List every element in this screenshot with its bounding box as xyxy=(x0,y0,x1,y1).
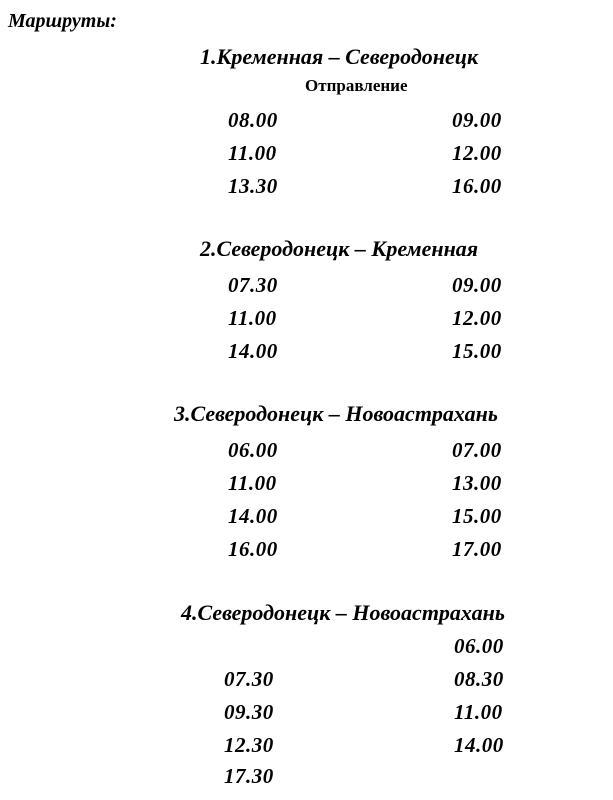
departure-time: 13.00 xyxy=(452,471,502,495)
route-title: 1.Кременная – Северодонецк xyxy=(200,44,479,69)
departure-time: 11.00 xyxy=(228,471,277,495)
departure-time: 06.00 xyxy=(228,438,278,462)
departure-time: 11.00 xyxy=(454,700,503,724)
departure-time: 14.00 xyxy=(228,504,278,528)
departure-time: 12.00 xyxy=(452,306,502,330)
departure-time: 07.30 xyxy=(228,273,278,297)
route-title: 3.Северодонецк – Новоастрахань xyxy=(174,401,498,426)
departure-time: 14.00 xyxy=(454,733,504,757)
departure-time: 09.30 xyxy=(224,700,274,724)
route-title: 2.Северодонецк – Кременная xyxy=(200,236,479,261)
departure-time: 12.30 xyxy=(224,733,274,757)
departure-time: 13.30 xyxy=(228,174,278,198)
departure-time: 07.00 xyxy=(452,438,502,462)
departure-time: 16.00 xyxy=(452,174,502,198)
departure-time: 15.00 xyxy=(452,339,502,363)
departure-time: 16.00 xyxy=(228,537,278,561)
departure-time: 11.00 xyxy=(228,306,277,330)
departure-time: 09.00 xyxy=(452,273,502,297)
departure-label: Отправление xyxy=(305,76,408,95)
departure-time: 11.00 xyxy=(228,141,277,165)
route-title: 4.Северодонецк – Новоастрахань xyxy=(181,600,505,625)
departure-time: 06.00 xyxy=(454,634,504,658)
departure-time: 14.00 xyxy=(228,339,278,363)
departure-time: 12.00 xyxy=(452,141,502,165)
departure-time: 15.00 xyxy=(452,504,502,528)
departure-time: 08.30 xyxy=(454,667,504,691)
departure-time: 17.00 xyxy=(452,537,502,561)
departure-time: 17.30 xyxy=(224,764,274,788)
page-heading: Маршруты: xyxy=(8,10,117,32)
departure-time: 08.00 xyxy=(228,108,278,132)
departure-time: 07.30 xyxy=(224,667,274,691)
departure-time: 09.00 xyxy=(452,108,502,132)
